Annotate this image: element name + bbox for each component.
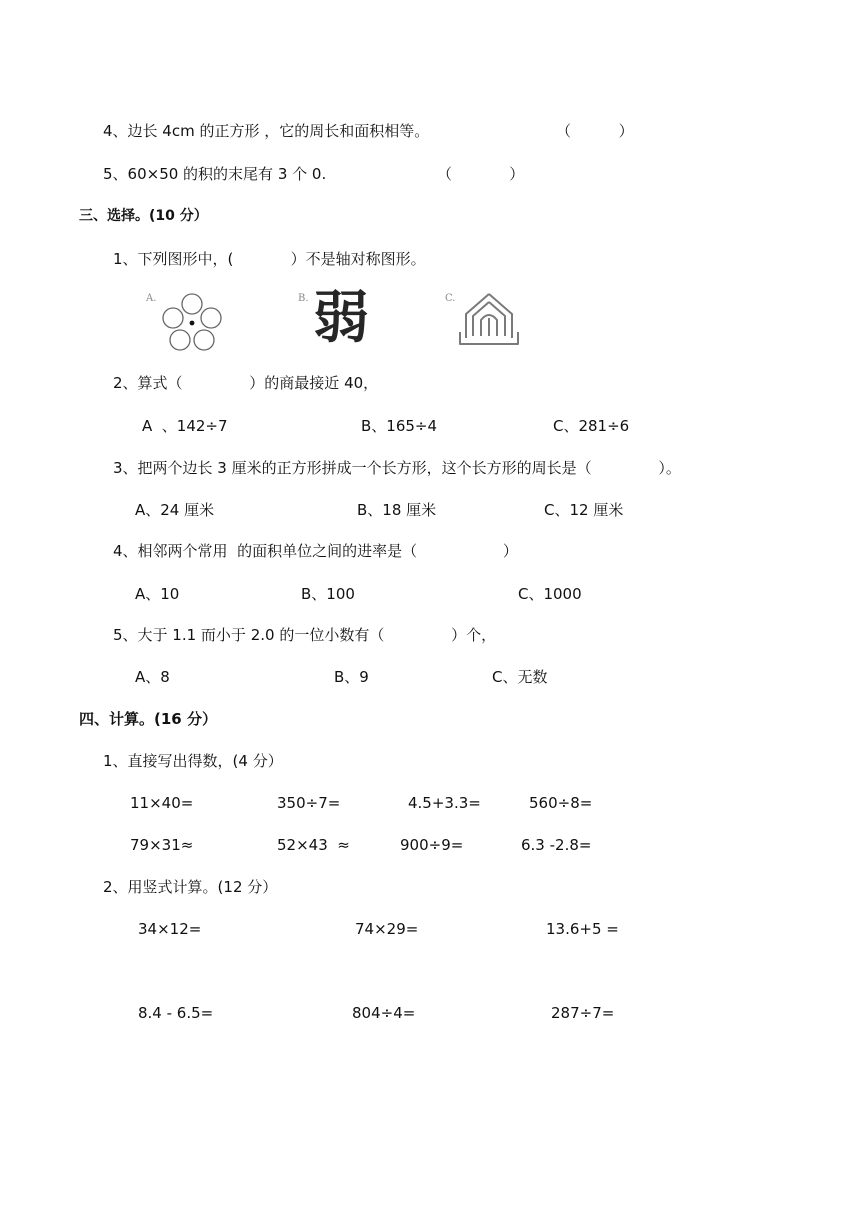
choice-q4-text: 4、相邻两个常用 的面积单位之间的进率是（ ） xyxy=(113,542,518,560)
judge-q5-blank: （ ） xyxy=(437,165,525,183)
choice-q4-option-c: C、1000 xyxy=(518,585,582,603)
choice-q2-option-a: A 、142÷7 xyxy=(142,417,228,435)
figure-c-logo-icon xyxy=(458,290,520,352)
choice-q5-text: 5、大于 1.1 而小于 2.0 的一位小数有（ ）个， xyxy=(113,626,497,644)
choice-q3-option-b: B、18 厘米 xyxy=(357,501,437,519)
calc-q1-r2-item: 900÷9= xyxy=(400,836,464,854)
figure-a-flower-icon xyxy=(160,292,226,354)
calc-q2-text: 2、用竖式计算。(12 分） xyxy=(103,878,278,896)
calc-q1-text: 1、直接写出得数，(4 分） xyxy=(103,752,283,770)
choice-q5-option-a: A、8 xyxy=(135,668,170,686)
calc-q1-r1-item: 11×40= xyxy=(130,794,194,812)
choice-q1-text: 1、下列图形中，( ）不是轴对称图形。 xyxy=(113,250,426,268)
calc-q2-r2-item: 804÷4= xyxy=(352,1004,416,1022)
choice-q2-option-c: C、281÷6 xyxy=(553,417,630,435)
calc-q1-r1-item: 560÷8= xyxy=(529,794,593,812)
figure-a-label: A. xyxy=(146,293,157,304)
calc-q2-r2-item: 8.4 - 6.5= xyxy=(138,1004,214,1022)
choice-q5-option-b: B、9 xyxy=(334,668,369,686)
judge-q5-text: 5、60×50 的积的末尾有 3 个 0. xyxy=(103,165,327,183)
choice-q3-option-c: C、12 厘米 xyxy=(544,501,624,519)
choice-q4-option-a: A、10 xyxy=(135,585,180,603)
figure-c-label: C. xyxy=(445,293,456,304)
judge-q4-text: 4、边长 4cm 的正方形 ，它的周长和面积相等。 xyxy=(103,122,430,140)
calc-q1-r2-item: 79×31≈ xyxy=(130,836,194,854)
calc-q2-r2-item: 287÷7= xyxy=(551,1004,615,1022)
section-choice-heading: 三、选择。(10 分） xyxy=(79,208,208,224)
figure-b-label: B. xyxy=(298,293,309,304)
calc-q1-r1-item: 4.5+3.3= xyxy=(408,794,481,812)
judge-q4-blank: （ ） xyxy=(556,122,634,140)
figure-b-character: 弱 xyxy=(313,286,369,351)
calc-q2-r1-item: 34×12= xyxy=(138,920,202,938)
choice-q4-option-b: B、100 xyxy=(301,585,355,603)
choice-q3-text: 3、把两个边长 3 厘米的正方形拼成一个长方形，这个长方形的周长是（ ）。 xyxy=(113,459,681,477)
choice-q5-option-c: C、无数 xyxy=(492,668,548,686)
calc-q1-r1-item: 350÷7= xyxy=(277,794,341,812)
choice-q2-option-b: B、165÷4 xyxy=(361,417,438,435)
calc-q2-r1-item: 13.6+5 = xyxy=(546,920,619,938)
calc-q1-r2-item: 6.3 -2.8= xyxy=(521,836,592,854)
choice-q2-text: 2、算式（ ）的商最接近 40， xyxy=(113,374,379,392)
section-calc-heading: 四、计算。(16 分） xyxy=(79,710,217,728)
choice-q3-option-a: A、24 厘米 xyxy=(135,501,215,519)
calc-q1-r2-item: 52×43 ≈ xyxy=(277,836,350,854)
calc-q2-r1-item: 74×29= xyxy=(355,920,419,938)
